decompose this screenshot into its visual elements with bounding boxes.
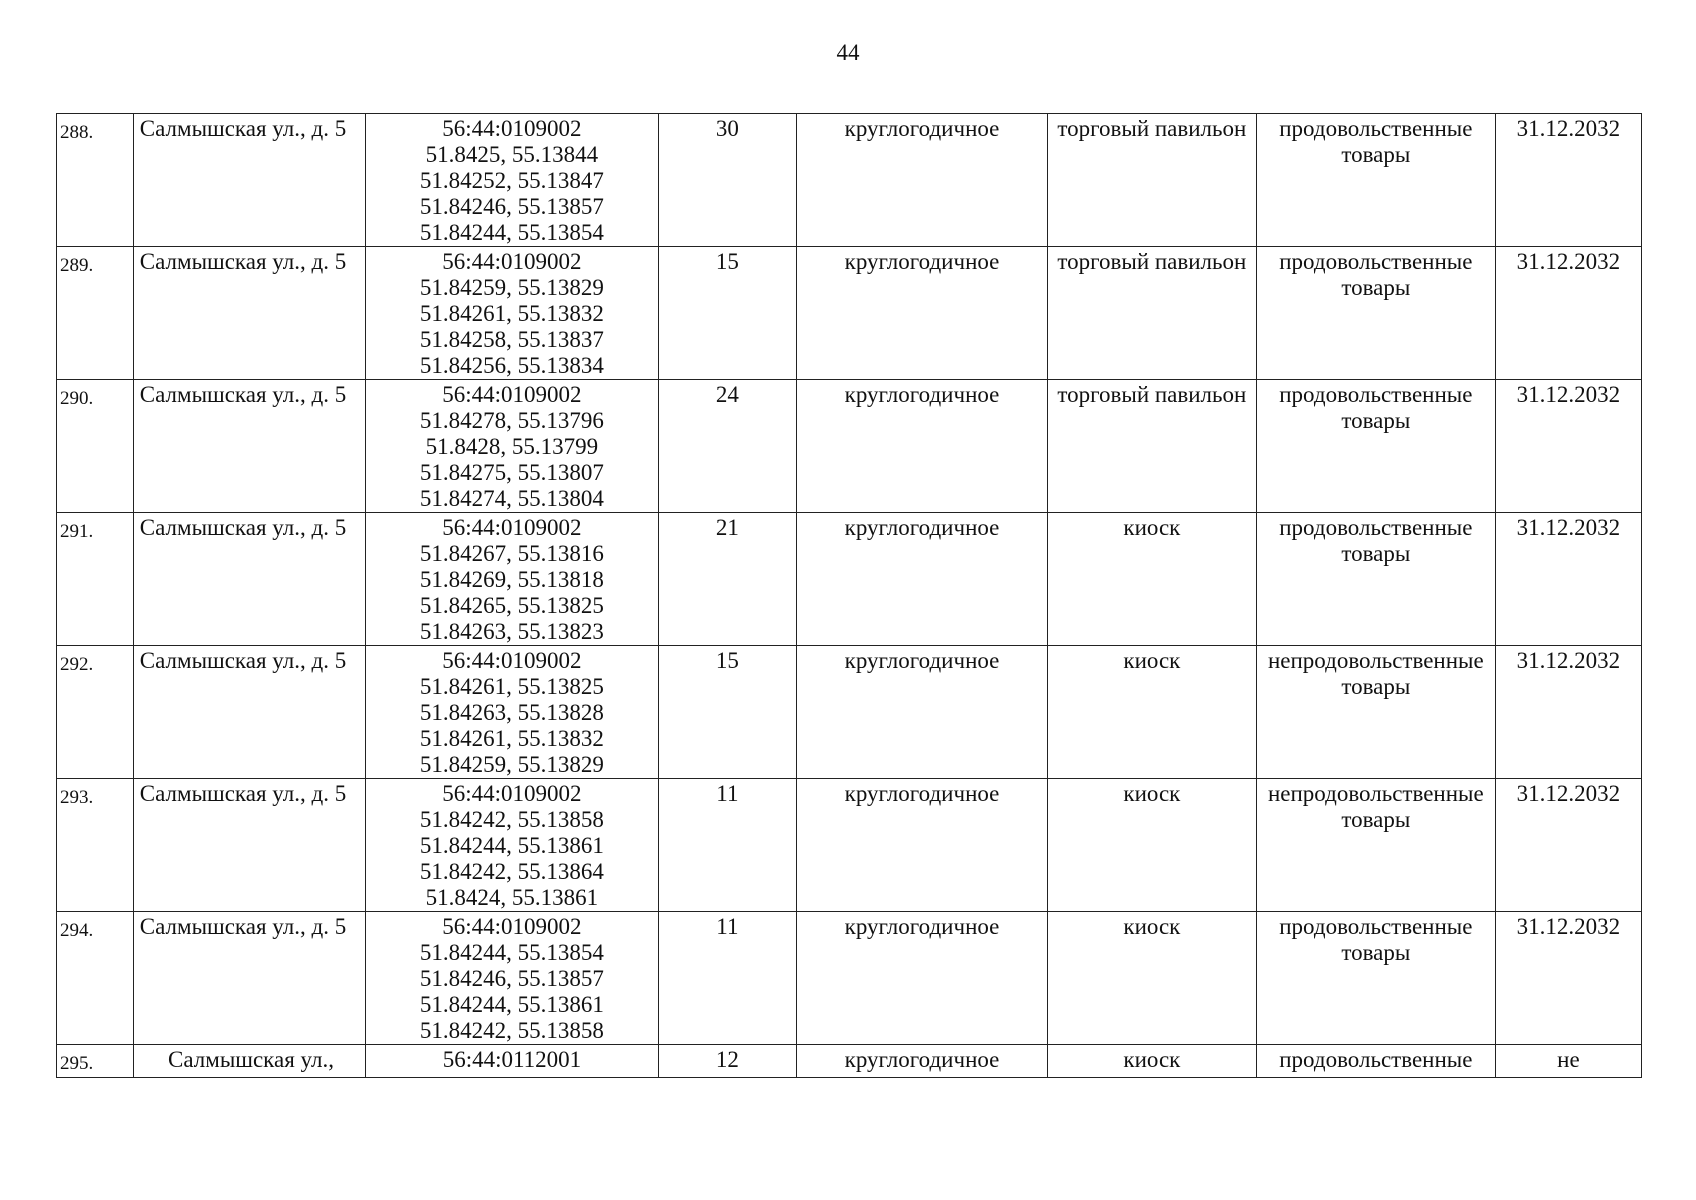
cadastral-number: 56:44:0109002 [442,116,582,141]
coordinate-pair: 51.84261, 55.13832 [419,301,604,326]
address-cell: Салмышская ул., д. 5 [133,912,366,1045]
coordinate-pair: 51.84259, 55.13829 [419,275,604,300]
address-cell: Салмышская ул., д. 5 [133,247,366,380]
end-date-cell: 31.12.2032 [1495,247,1641,380]
cadastral-number: 56:44:0109002 [442,781,582,806]
coordinate-pair: 51.84244, 55.13854 [419,940,604,965]
end-date-cell: 31.12.2032 [1495,380,1641,513]
coordinate-pair: 51.84252, 55.13847 [419,168,604,193]
coordinate-pair: 51.84246, 55.13857 [419,194,604,219]
cadastral-number: 56:44:0112001 [442,1047,582,1072]
area-cell: 11 [658,779,797,912]
table-row [57,513,1642,646]
period-cell: круглогодичное [797,114,1048,247]
coordinates-cell [366,247,658,380]
end-date-cell: 31.12.2032 [1495,779,1641,912]
coordinate-pair: 51.84263, 55.13828 [419,700,604,725]
coordinates-cell [366,114,658,247]
period-cell: круглогодичное [797,513,1048,646]
goods-cell: продовольственные [1256,1045,1495,1078]
object-type-cell: киоск [1047,646,1256,779]
row-number-cell: 292. [57,646,134,779]
coordinate-pair: 51.8424, 55.13861 [425,885,599,910]
table-row [57,114,1642,247]
coordinate-pair: 51.84242, 55.13858 [419,1018,604,1043]
goods-cell: продовольственные товары [1256,247,1495,380]
period-cell: круглогодичное [797,1045,1048,1078]
object-type-cell: торговый павильон [1047,247,1256,380]
goods-cell: непродовольственные товары [1256,646,1495,779]
end-date-cell: 31.12.2032 [1495,646,1641,779]
coordinate-pair: 51.84275, 55.13807 [419,460,604,485]
end-date-cell: 31.12.2032 [1495,513,1641,646]
area-cell: 11 [658,912,797,1045]
coordinate-pair: 51.84256, 55.13834 [419,353,604,378]
coordinates-cell [366,1045,658,1078]
coordinate-pair: 51.84258, 55.13837 [419,327,604,352]
coordinate-pair: 51.84274, 55.13804 [419,486,604,511]
table-row [57,779,1642,912]
coordinate-pair: 51.84269, 55.13818 [419,567,604,592]
object-type-cell: киоск [1047,513,1256,646]
goods-cell: продовольственные товары [1256,380,1495,513]
coordinate-pair: 51.84261, 55.13825 [419,674,604,699]
period-cell: круглогодичное [797,380,1048,513]
table-row [57,247,1642,380]
area-cell: 15 [658,646,797,779]
address-cell: Салмышская ул., д. 5 [133,513,366,646]
cadastral-number: 56:44:0109002 [442,382,582,407]
coordinate-pair: 51.84244, 55.13861 [419,833,604,858]
row-number-cell: 289. [57,247,134,380]
address-cell: Салмышская ул., д. 5 [133,646,366,779]
coordinate-pair: 51.84261, 55.13832 [419,726,604,751]
address-cell: Салмышская ул., д. 5 [133,114,366,247]
goods-cell: непродовольственные товары [1256,779,1495,912]
row-number-cell: 295. [57,1045,134,1078]
object-type-cell: киоск [1047,912,1256,1045]
coordinate-pair: 51.84278, 55.13796 [419,408,604,433]
object-type-cell: киоск [1047,779,1256,912]
period-cell: круглогодичное [797,646,1048,779]
cadastral-number: 56:44:0109002 [442,914,582,939]
coordinate-pair: 51.84263, 55.13823 [419,619,604,644]
table-row [57,912,1642,1045]
coordinate-pair: 51.84246, 55.13857 [419,966,604,991]
cadastral-number: 56:44:0109002 [442,249,582,274]
row-number-cell: 293. [57,779,134,912]
address-cell: Салмышская ул., д. 5 [133,380,366,513]
area-cell: 15 [658,247,797,380]
table-row [57,646,1642,779]
placement-table-container [56,113,1642,1078]
table-row [57,380,1642,513]
goods-cell: продовольственные товары [1256,114,1495,247]
coordinates-cell [366,912,658,1045]
coordinates-cell [366,779,658,912]
end-date-cell: 31.12.2032 [1495,912,1641,1045]
area-cell: 24 [658,380,797,513]
period-cell: круглогодичное [797,247,1048,380]
object-type-cell: торговый павильон [1047,114,1256,247]
coordinates-cell [366,513,658,646]
period-cell: круглогодичное [797,779,1048,912]
goods-cell: продовольственные товары [1256,513,1495,646]
coordinate-pair: 51.84244, 55.13854 [419,220,604,245]
end-date-cell: не [1495,1045,1641,1078]
goods-cell: продовольственные товары [1256,912,1495,1045]
row-number-cell: 291. [57,513,134,646]
coordinates-cell [366,646,658,779]
coordinate-pair: 51.84242, 55.13864 [419,859,604,884]
coordinate-pair: 51.84267, 55.13816 [419,541,604,566]
table-row [57,1045,1642,1078]
coordinate-pair: 51.8428, 55.13799 [425,434,599,459]
row-number-cell: 290. [57,380,134,513]
area-cell: 12 [658,1045,797,1078]
coordinate-pair: 51.84242, 55.13858 [419,807,604,832]
page-number: 44 [836,40,860,65]
coordinate-pair: 51.8425, 55.13844 [425,142,599,167]
placement-table [56,113,1642,1078]
cadastral-number: 56:44:0109002 [442,515,582,540]
coordinates-cell [366,380,658,513]
coordinate-pair: 51.84265, 55.13825 [419,593,604,618]
table-body [57,114,1642,1078]
row-number-cell: 294. [57,912,134,1045]
object-type-cell: киоск [1047,1045,1256,1078]
area-cell: 21 [658,513,797,646]
cadastral-number: 56:44:0109002 [442,648,582,673]
address-cell: Салмышская ул., [133,1045,366,1078]
object-type-cell: торговый павильон [1047,380,1256,513]
row-number-cell: 288. [57,114,134,247]
address-cell: Салмышская ул., д. 5 [133,779,366,912]
coordinate-pair: 51.84244, 55.13861 [419,992,604,1017]
coordinate-pair: 51.84259, 55.13829 [419,752,604,777]
end-date-cell: 31.12.2032 [1495,114,1641,247]
period-cell: круглогодичное [797,912,1048,1045]
area-cell: 30 [658,114,797,247]
